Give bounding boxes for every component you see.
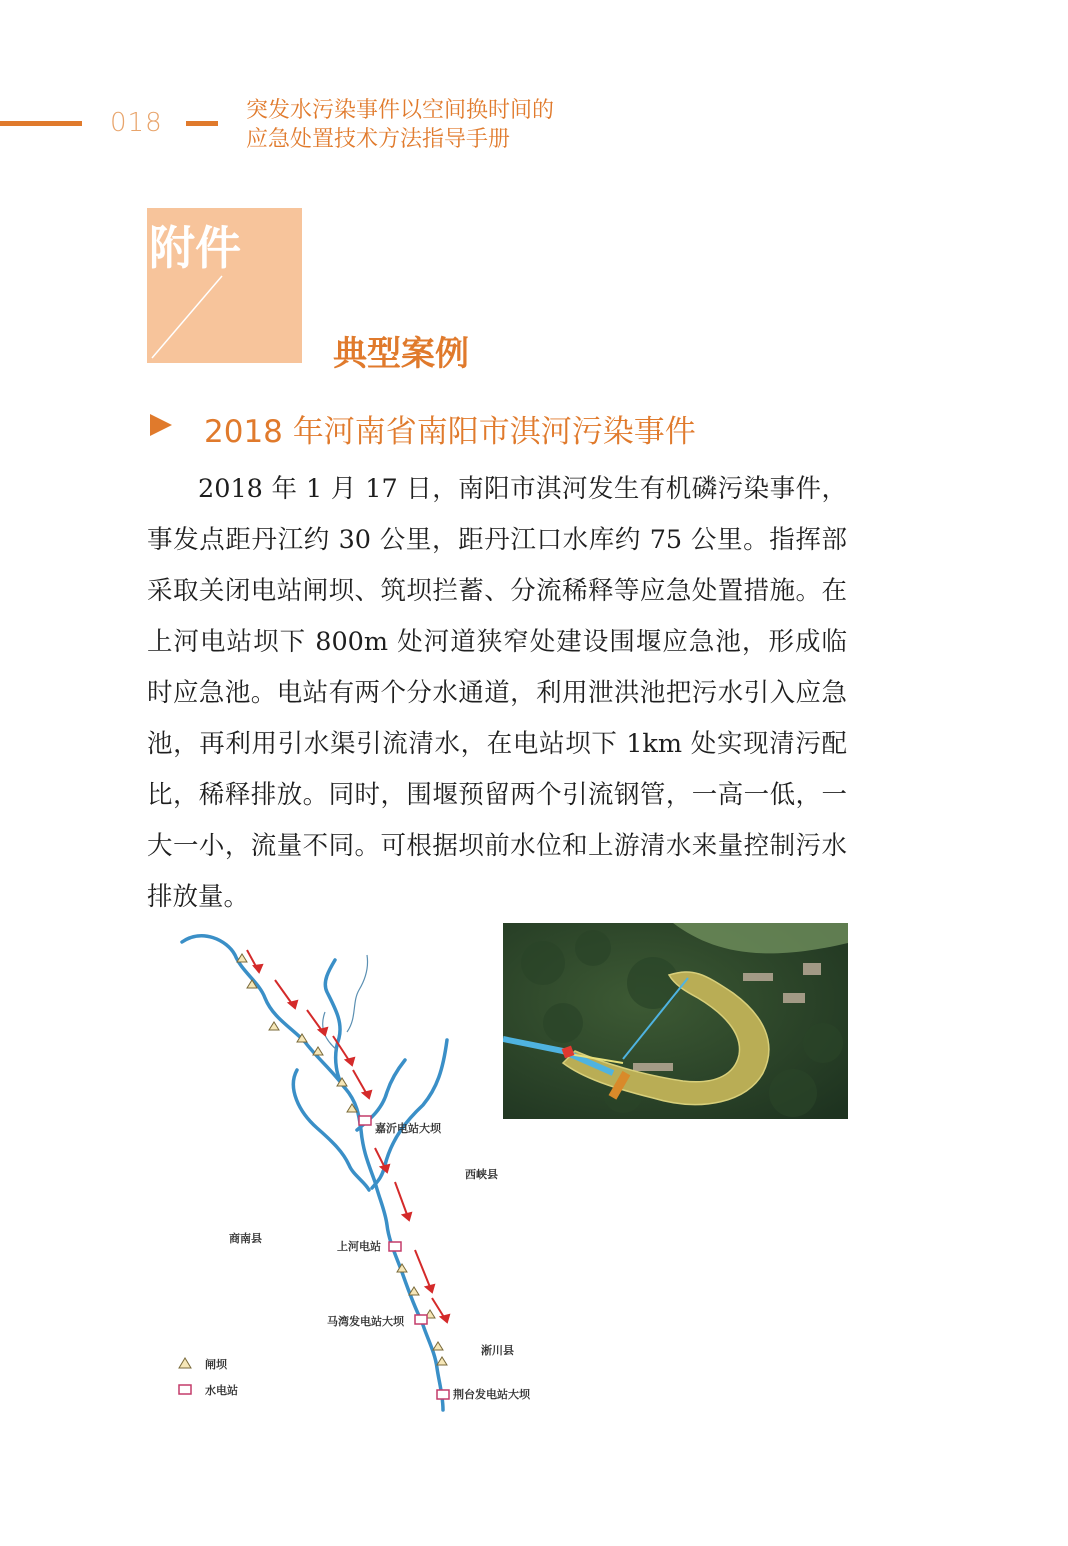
legend-hydropower-label: 水电站: [205, 1384, 238, 1397]
book-title-line1: 突发水污染事件以空间换时间的: [246, 98, 555, 123]
map-label-dam1: 嘉沂电站大坝: [375, 1122, 441, 1135]
river-map: [147, 920, 547, 1420]
case-paragraph: 2018 年 1 月 17 日，南阳市淇河发生有机磷污染事件，事发点距丹江约 30 公里，距丹江口水库约 75 公里。指挥部采取关闭电站闸坝、筑坝拦蓄、分流稀释等应急处置措施。在上河电站坝下 800m 处河道狭窄处建设围堰应急池，形成临时应急池。电站有两个分水通道，利用泄洪池把污水引入应急池，再利用引水渠引流清水，在电站坝下 1km 处实现清污配比，稀释排放。同时，围堰预留两个引流钢管，一高一低，一大一小，流量不同。可根据坝前水位和上游清水来量控制污水排放量。: [147, 474, 847, 912]
flow-arrows: [247, 950, 449, 1322]
header-rule-mid: [186, 121, 218, 126]
case-title: 2018 年河南省南阳市淇河污染事件: [204, 414, 696, 450]
hydropower-icon: [437, 1390, 449, 1399]
legend-dam-icon: [179, 1358, 191, 1368]
triangle-bullet-icon: [150, 414, 172, 436]
book-title: [246, 96, 554, 154]
section-title: 典型案例: [333, 334, 469, 374]
arrow-7: [395, 1182, 411, 1220]
map-label-station: 上河电站: [337, 1240, 381, 1253]
book-title-line2: 应急处置技术方法指导手册: [246, 127, 511, 152]
appendix-slash-decoration: [147, 208, 302, 363]
legend-dam-label: 闸坝: [205, 1358, 227, 1371]
appendix-box: [147, 208, 302, 363]
dam-icon: [269, 1022, 279, 1030]
map-label-dam3: 荆台发电站大坝: [453, 1388, 530, 1401]
map-legend: [179, 1357, 238, 1397]
map-label-dam2: 马湾发电站大坝: [327, 1315, 404, 1328]
arrow-5: [353, 1070, 371, 1098]
main-river: [182, 936, 443, 1410]
hydropower-icon: [415, 1315, 427, 1324]
dam-icon: [437, 1357, 447, 1365]
map-label-shangnan: 商南县: [229, 1232, 262, 1245]
arrow-8: [415, 1250, 434, 1292]
appendix-label: 附件: [149, 221, 241, 275]
hydropower-icon: [389, 1242, 401, 1251]
legend-hydropower-icon: [179, 1385, 191, 1394]
arrow-2: [275, 980, 297, 1008]
river-lines: [182, 936, 447, 1410]
header-rule-left: [0, 121, 82, 126]
dam-icon: [433, 1342, 443, 1350]
page-number: 018: [110, 108, 163, 138]
arrow-1: [247, 950, 262, 972]
case-body: [147, 464, 847, 923]
satellite-image: [503, 923, 848, 1119]
map-label-xixia: 西峡县: [465, 1168, 498, 1181]
map-label-xichuan: 淅川县: [481, 1344, 514, 1357]
hydropower-icon: [359, 1116, 371, 1125]
dam-icon: [237, 954, 247, 962]
